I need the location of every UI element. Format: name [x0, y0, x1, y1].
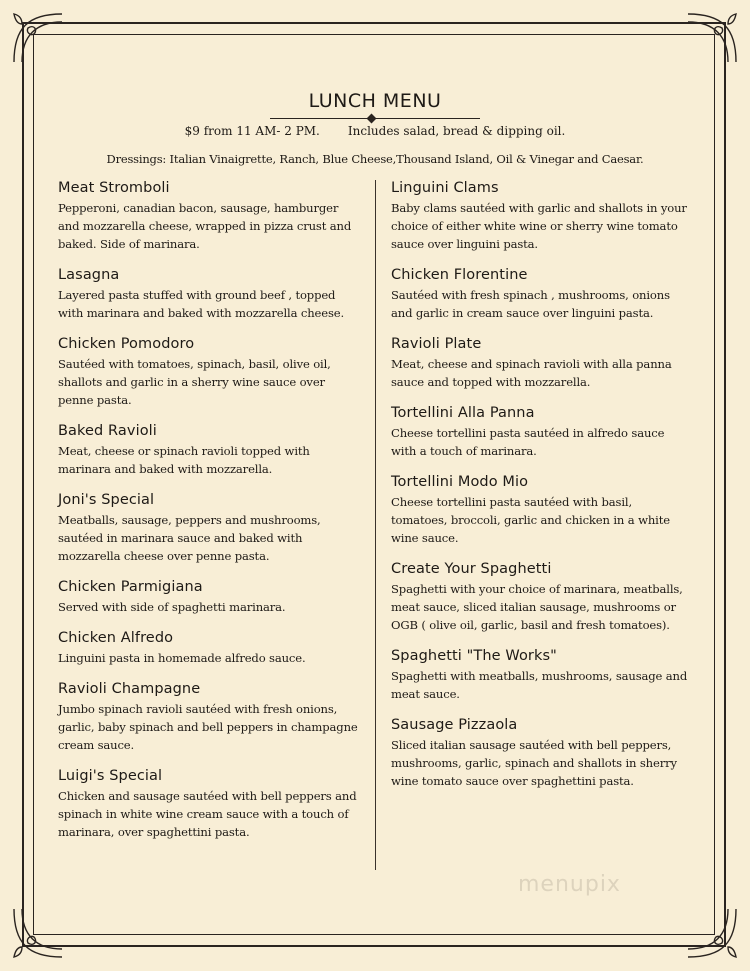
menu-item: [391, 472, 691, 547]
menu-item: [391, 265, 691, 322]
menu-item: [58, 265, 358, 322]
item-name: Chicken Florentine: [391, 267, 528, 283]
item-description: Chicken and sausage sautéed with bell peppers and spinach in white wine cream sauce with a touch of marinara, over spaghettini pasta.: [58, 789, 357, 839]
title-divider: [270, 118, 480, 119]
item-description: Spaghetti with meatballs, mushrooms, sausage and meat sauce.: [391, 669, 688, 701]
item-description: Cheese tortellini pasta sautéed with basil, tomatoes, broccoli, garlic and chicken in a white wine sauce.: [391, 495, 670, 545]
item-name: Baked Ravioli: [58, 423, 157, 439]
price-line: $9 from 11 AM- 2 PM.: [184, 124, 320, 138]
menu-item: [58, 766, 358, 841]
menu-item: [391, 403, 691, 460]
menu-item: [58, 577, 358, 616]
item-description: Sliced italian sausage sautéed with bell peppers, mushrooms, garlic, spinach and shallots in sherry wine tomato sauce over spaghettini pasta.: [391, 738, 677, 788]
menu-item: [391, 559, 691, 634]
item-name: Chicken Parmigiana: [58, 579, 203, 595]
item-name: Linguini Clams: [391, 180, 499, 196]
item-description: Meat, cheese or spinach ravioli topped with marinara and baked with mozzarella.: [58, 444, 310, 476]
menu-item: [58, 178, 358, 253]
menu-item: [391, 334, 691, 391]
item-name: Meat Stromboli: [58, 180, 170, 196]
item-name: Chicken Alfredo: [58, 630, 174, 646]
corner-ornament-icon: [682, 8, 742, 68]
item-description: Jumbo spinach ravioli sautéed with fresh onions, garlic, baby spinach and bell peppers in champagne cream sauce.: [58, 702, 358, 752]
price-info: [0, 124, 750, 138]
item-description: Pepperoni, canadian bacon, sausage, hamburger and mozzarella cheese, wrapped in pizza crust and baked. Side of marinara.: [58, 201, 352, 251]
item-description: Sautéed with tomatoes, spinach, basil, olive oil, shallots and garlic in a sherry wine sauce over penne pasta.: [58, 357, 331, 407]
item-name: Sausage Pizzaola: [391, 717, 518, 733]
item-name: Tortellini Alla Panna: [391, 405, 535, 421]
item-description: Baby clams sautéed with garlic and shallots in your choice of either white wine or sherry wine tomato sauce over linguini pasta.: [391, 201, 687, 251]
menu-item: [58, 334, 358, 409]
menu-item: [58, 679, 358, 754]
item-name: Tortellini Modo Mio: [391, 474, 529, 490]
menu-title: LUNCH MENU: [308, 90, 442, 112]
item-name: Spaghetti "The Works": [391, 648, 557, 664]
left-column: [58, 178, 358, 853]
menu-item: [58, 628, 358, 667]
item-name: Ravioli Plate: [391, 336, 482, 352]
item-description: Meat, cheese and spinach ravioli with alla panna sauce and topped with mozzarella.: [391, 357, 672, 389]
item-name: Create Your Spaghetti: [391, 561, 552, 577]
menu-item: [391, 646, 691, 703]
menu-item: [391, 715, 691, 790]
item-description: Linguini pasta in homemade alfredo sauce.: [58, 651, 306, 665]
watermark: menupix: [518, 872, 621, 897]
item-description: Meatballs, sausage, peppers and mushrooms, sautéed in marinara sauce and baked with mozzarella cheese over penne pasta.: [58, 513, 321, 563]
menu-item: [58, 421, 358, 478]
item-name: Luigi's Special: [58, 768, 163, 784]
item-description: Layered pasta stuffed with ground beef , topped with marinara and baked with mozzarella cheese.: [58, 288, 345, 320]
corner-ornament-icon: [682, 903, 742, 963]
item-name: Chicken Pomodoro: [58, 336, 195, 352]
item-description: Sautéed with fresh spinach , mushrooms, onions and garlic in cream sauce over linguini pasta.: [391, 288, 670, 320]
item-name: Lasagna: [58, 267, 120, 283]
includes-line: Includes salad, bread & dipping oil.: [347, 124, 566, 138]
dressings-line: Dressings: Italian Vinaigrette, Ranch, Blue Cheese,Thousand Island, Oil & Vinegar and Caesar.: [106, 152, 644, 166]
item-name: Ravioli Champagne: [58, 681, 201, 697]
corner-ornament-icon: [8, 8, 68, 68]
item-description: Served with side of spaghetti marinara.: [58, 600, 286, 614]
right-column: [391, 178, 691, 802]
item-description: Cheese tortellini pasta sautéed in alfredo sauce with a touch of marinara.: [391, 426, 665, 458]
column-divider: [375, 180, 376, 870]
menu-item: [58, 490, 358, 565]
corner-ornament-icon: [8, 903, 68, 963]
item-name: Joni's Special: [58, 492, 155, 508]
menu-item: [391, 178, 691, 253]
item-description: Spaghetti with your choice of marinara, meatballs, meat sauce, sliced italian sausage, mushrooms or OGB ( olive oil, garlic, basil and fresh tomatoes).: [391, 582, 683, 632]
